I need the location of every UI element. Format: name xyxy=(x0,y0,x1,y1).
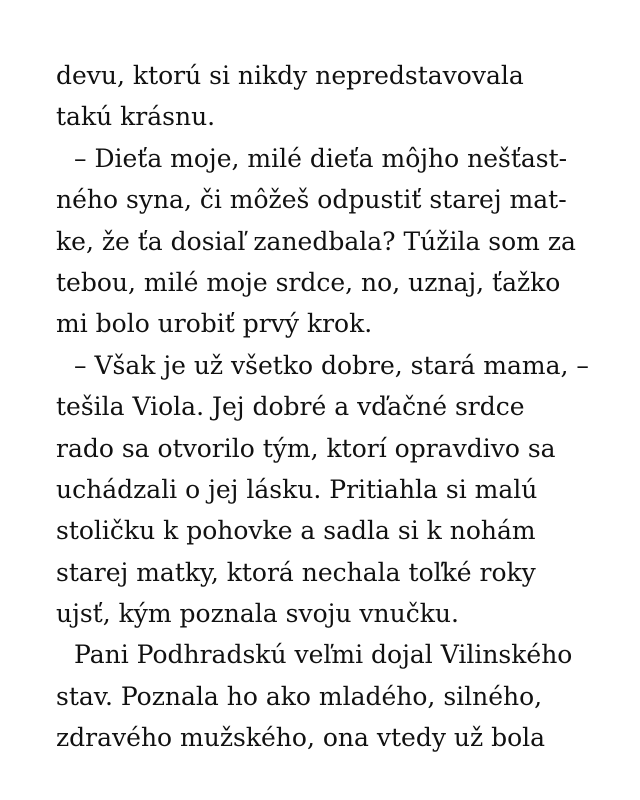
text-line: ke, že ťa dosiaľ zanedbala? Túžila som za xyxy=(56,226,576,256)
text-line: stav. Poznala ho ako mladého, silného, xyxy=(56,681,543,711)
text-line: mi bolo urobiť prvý krok. xyxy=(56,309,373,339)
text-line: takú krásnu. xyxy=(56,102,216,132)
text-line: devu, ktorú si nikdy nepredstavovala xyxy=(56,61,524,90)
text-line: Pani Podhradskú veľmi dojal Vilinského xyxy=(74,640,573,670)
text-line: stoličku k pohovke a sadla si k nohám xyxy=(56,516,536,546)
text-line: starej matky, ktorá nechala toľké roky xyxy=(56,557,536,587)
text-line: ného syna, či môžeš odpustiť starej mat- xyxy=(56,185,567,215)
text-line: tebou, milé moje srdce, no, uznaj, ťažko xyxy=(56,267,561,297)
book-page-text xyxy=(56,55,616,759)
text-line: ujsť, kým poznala svoju vnučku. xyxy=(56,599,459,629)
text-line: tešila Viola. Jej dobré a vďačné srdce xyxy=(56,392,525,422)
text-line: zdravého mužského, ona vtedy už bola xyxy=(56,723,546,753)
text-line: rado sa otvorilo tým, ktorí opravdivo sa xyxy=(56,433,556,463)
text-line: – Však je už všetko dobre, stará mama, – xyxy=(74,350,589,380)
text-line: – Dieťa moje, milé dieťa môjho nešťast- xyxy=(74,143,568,173)
text-line: uchádzali o jej lásku. Pritiahla si malú xyxy=(56,474,538,504)
